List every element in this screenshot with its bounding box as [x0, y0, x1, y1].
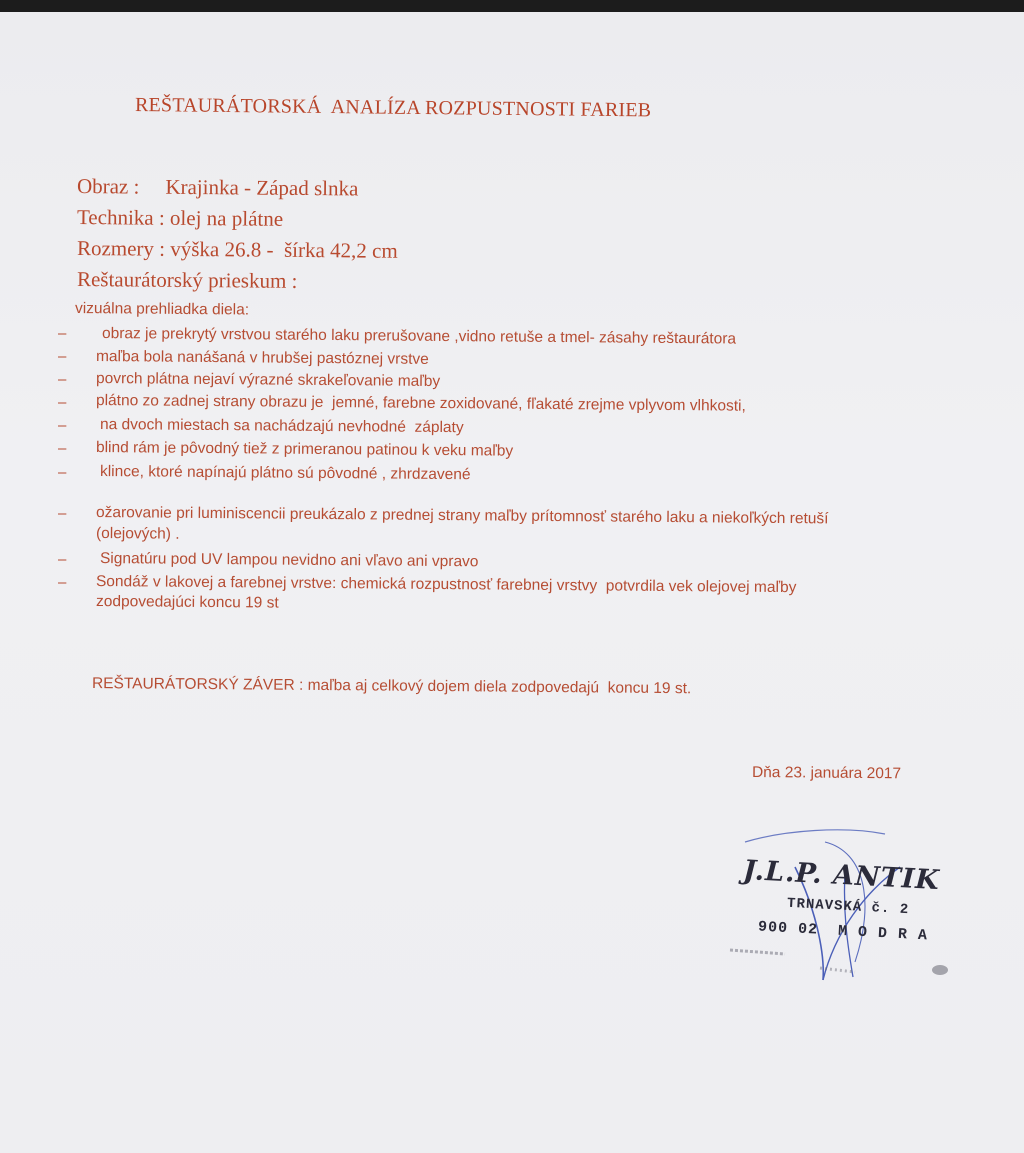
- finding-item: klince, ktoré napínajú plátno sú pôvodné , zhrdzavené: [99, 463, 471, 484]
- bullet-dash: –: [58, 440, 67, 457]
- conclusion: REŠTAURÁTORSKÝ ZÁVER : maľba aj celkový dojem diela zodpovedajú koncu 19 st.: [91, 675, 692, 698]
- uv-finding-line1: ožarovanie pri luminiscencii preukázalo z prednej strany maľby prítomnosť starého laku a niekoľkých retuší: [95, 504, 829, 528]
- finding-item: plátno zo zadnej strany obrazu je jemné, farebne zoxidované, fľakaté zrejme vplyvom vlhkosti,: [95, 392, 746, 415]
- technique-line: Technika : olej na plátne: [76, 205, 284, 231]
- finding-item: obraz je prekrytý vrstvou starého laku prerušovane ,vidno retuše a tmel- zásahy reštaurátora: [101, 325, 737, 348]
- finding-item: blind rám je pôvodný tiež z primeranou patinou k veku maľby: [95, 439, 514, 460]
- bullet-dash: –: [58, 551, 67, 568]
- stamp-city: 900 02 M O D R A: [757, 918, 929, 945]
- stamp-street: TRNAVSKÁ č. 2: [786, 895, 910, 919]
- bullet-dash: –: [58, 394, 67, 411]
- company-stamp: [725, 812, 985, 1002]
- bullet-dash: –: [58, 348, 67, 365]
- bullet-dash: –: [58, 574, 67, 591]
- dimensions-line: Rozmery : výška 26.8 - šírka 42,2 cm: [76, 236, 398, 263]
- obraz-label: Obraz :: [76, 174, 140, 199]
- bullet-dash: –: [58, 371, 67, 388]
- bullet-dash: –: [58, 417, 67, 434]
- signature-finding: Signatúru pod UV lampou nevidno ani vľavo ani vpravo: [99, 550, 479, 571]
- intro-line: vizuálna prehliadka diela:: [74, 300, 250, 319]
- obraz-value: Krajinka - Západ slnka: [165, 174, 359, 201]
- probe-finding-line2: zodpovedajúci koncu 19 st: [95, 593, 279, 612]
- bullet-dash: –: [58, 505, 67, 522]
- bullet-dash: –: [58, 325, 67, 342]
- probe-finding-line1: Sondáž v lakovej a farebnej vrstve: chemická rozpustnosť farebnej vrstvy potvrdila vek olejovej maľby: [95, 573, 797, 597]
- stamp-company: J.L.P. ANTIK: [742, 854, 941, 897]
- finding-item: maľba bola nanášaná v hrubšej pastóznej vrstve: [95, 348, 429, 368]
- date: Dňa 23. januára 2017: [751, 764, 902, 783]
- survey-heading: Reštaurátorský prieskum :: [76, 267, 298, 293]
- painting-line: [77, 174, 359, 201]
- finding-item: na dvoch miestach sa nachádzajú nevhodné záplaty: [99, 416, 464, 437]
- bullet-dash: –: [58, 464, 67, 481]
- uv-finding-line2: (olejových) .: [95, 525, 180, 543]
- finding-item: povrch plátna nejaví výrazné skrakeľovanie maľby: [95, 370, 441, 391]
- document-title: REŠTAURÁTORSKÁ ANALÍZA ROZPUSTNOSTI FARIEB: [134, 94, 652, 122]
- document-sheet: [0, 12, 1024, 1153]
